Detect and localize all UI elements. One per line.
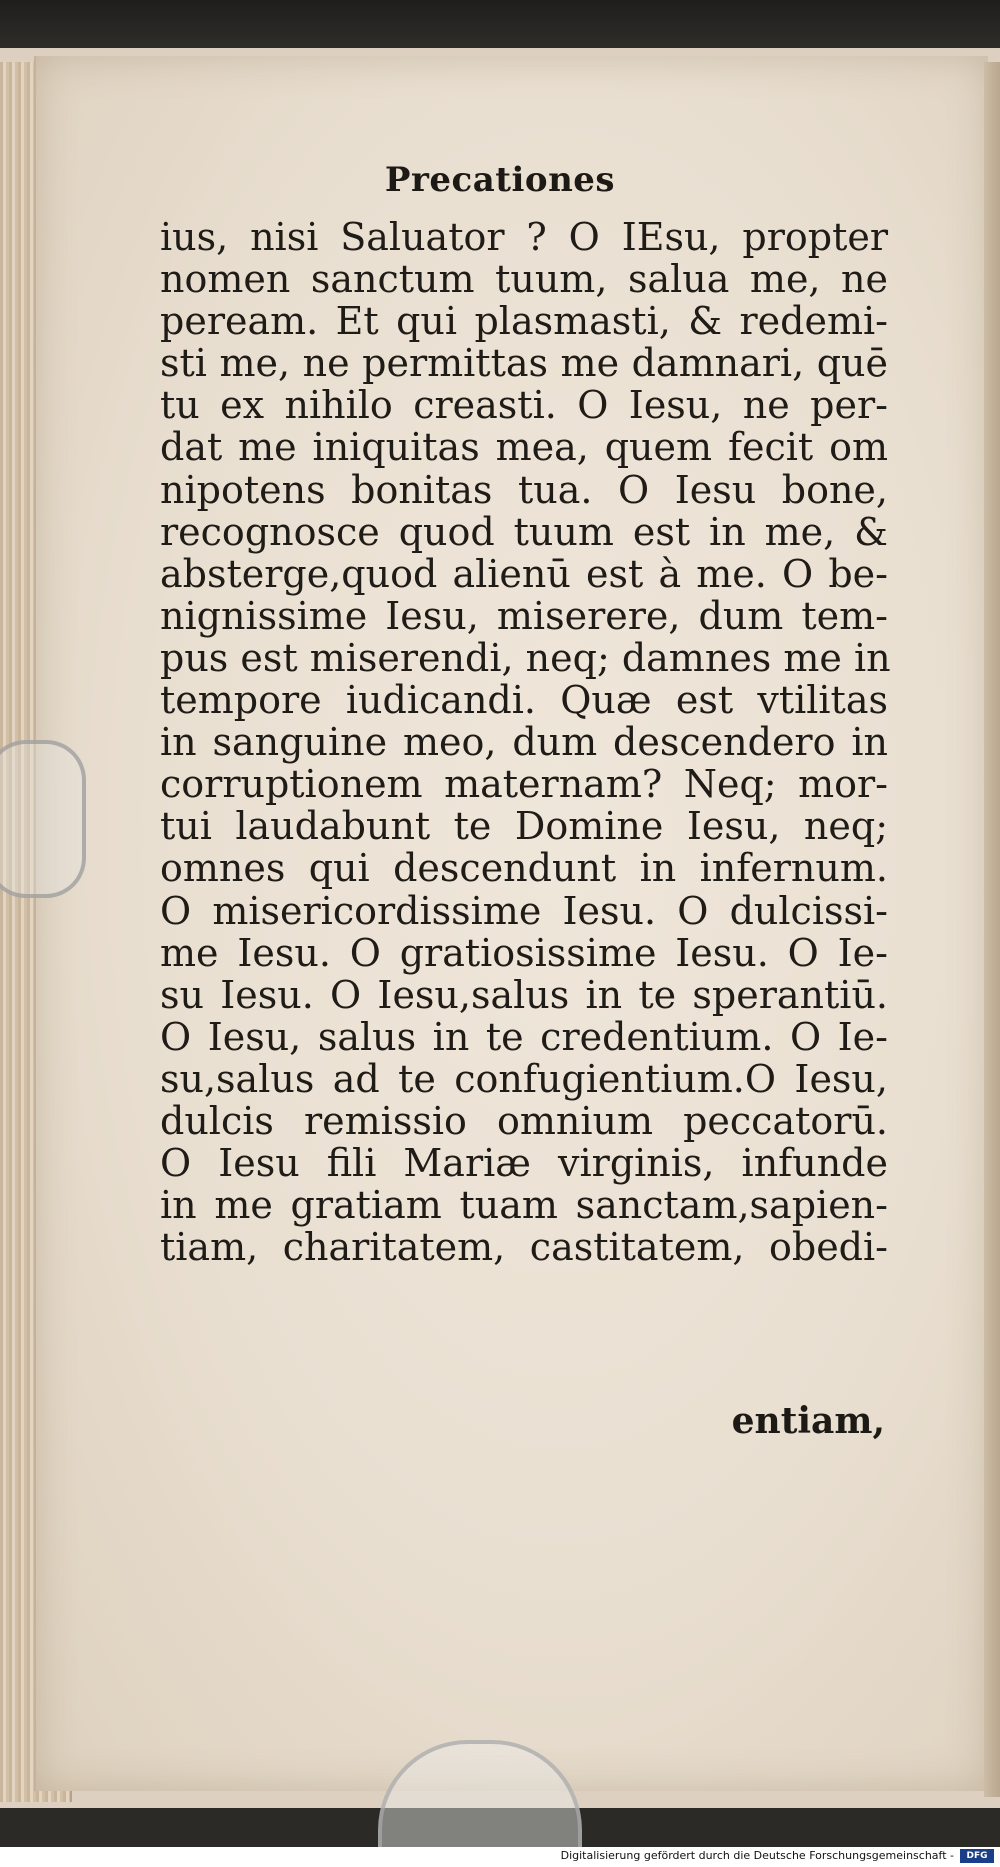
- text-line: su,salus ad te confugientium.O Iesu,: [160, 1056, 888, 1101]
- text-line: nipotens bonitas tua. O Iesu bone,: [160, 467, 888, 512]
- page-clip-left: [0, 740, 86, 898]
- catchword: entiam,: [731, 1400, 885, 1442]
- text-line: omnes qui descendunt in infernum.: [160, 846, 888, 891]
- text-line: tui laudabunt te Domine Iesu, neq;: [160, 804, 888, 849]
- text-line: me Iesu. O gratiosissime Iesu. O Ie-: [160, 930, 888, 975]
- text-line: su Iesu. O Iesu,salus in te sperantiū.: [160, 972, 888, 1017]
- running-head: Precationes: [384, 160, 616, 200]
- text-line: nomen sanctum tuum, salua me, ne: [160, 257, 888, 302]
- text-line: in me gratiam tuam sanctam,sapien-: [160, 1183, 888, 1228]
- text-line: dat me iniquitas mea, quem fecit om: [160, 425, 888, 470]
- page-gutter: [984, 62, 1000, 1797]
- text-line: dulcis remissio omnium peccatorū.: [160, 1098, 888, 1143]
- text-line: nignissime Iesu, miserere, dum tem-: [160, 593, 888, 638]
- text-line: O Iesu fili Mariæ virginis, infunde: [160, 1141, 888, 1186]
- text-line: corruptionem maternam? Neq; mor-: [160, 762, 888, 807]
- text-line: recognosce quod tuum est in me, &: [160, 509, 888, 554]
- text-line: sti me, ne permittas me damnari, quē: [160, 341, 888, 386]
- footer-credit: Digitalisierung gefördert durch die Deutsche Forschungsgemeinschaft -: [560, 1849, 954, 1862]
- dfg-logo-icon: DFG: [960, 1849, 994, 1863]
- text-line: ius, nisi Saluator ? O IEsu, propter: [160, 215, 888, 259]
- text-line: tu ex nihilo creasti. O Iesu, ne per-: [160, 383, 888, 428]
- text-line: O Iesu, salus in te credentium. O Ie-: [160, 1014, 888, 1059]
- text-line: pus est miserendi, neq; damnes me in: [160, 635, 891, 680]
- body-text: [160, 215, 891, 1270]
- text-line: peream. Et qui plasmasti, & redemi-: [160, 299, 888, 344]
- text-line: in sanguine meo, dum descendero in: [160, 720, 888, 765]
- text-line: absterge,quod alienū est à me. O be-: [160, 551, 888, 596]
- text-line: O misericordissime Iesu. O dulcissi-: [160, 888, 888, 933]
- text-line: tiam, charitatem, castitatem, obedi-: [160, 1225, 888, 1270]
- text-line: tempore iudicandi. Quæ est vtilitas: [160, 678, 888, 723]
